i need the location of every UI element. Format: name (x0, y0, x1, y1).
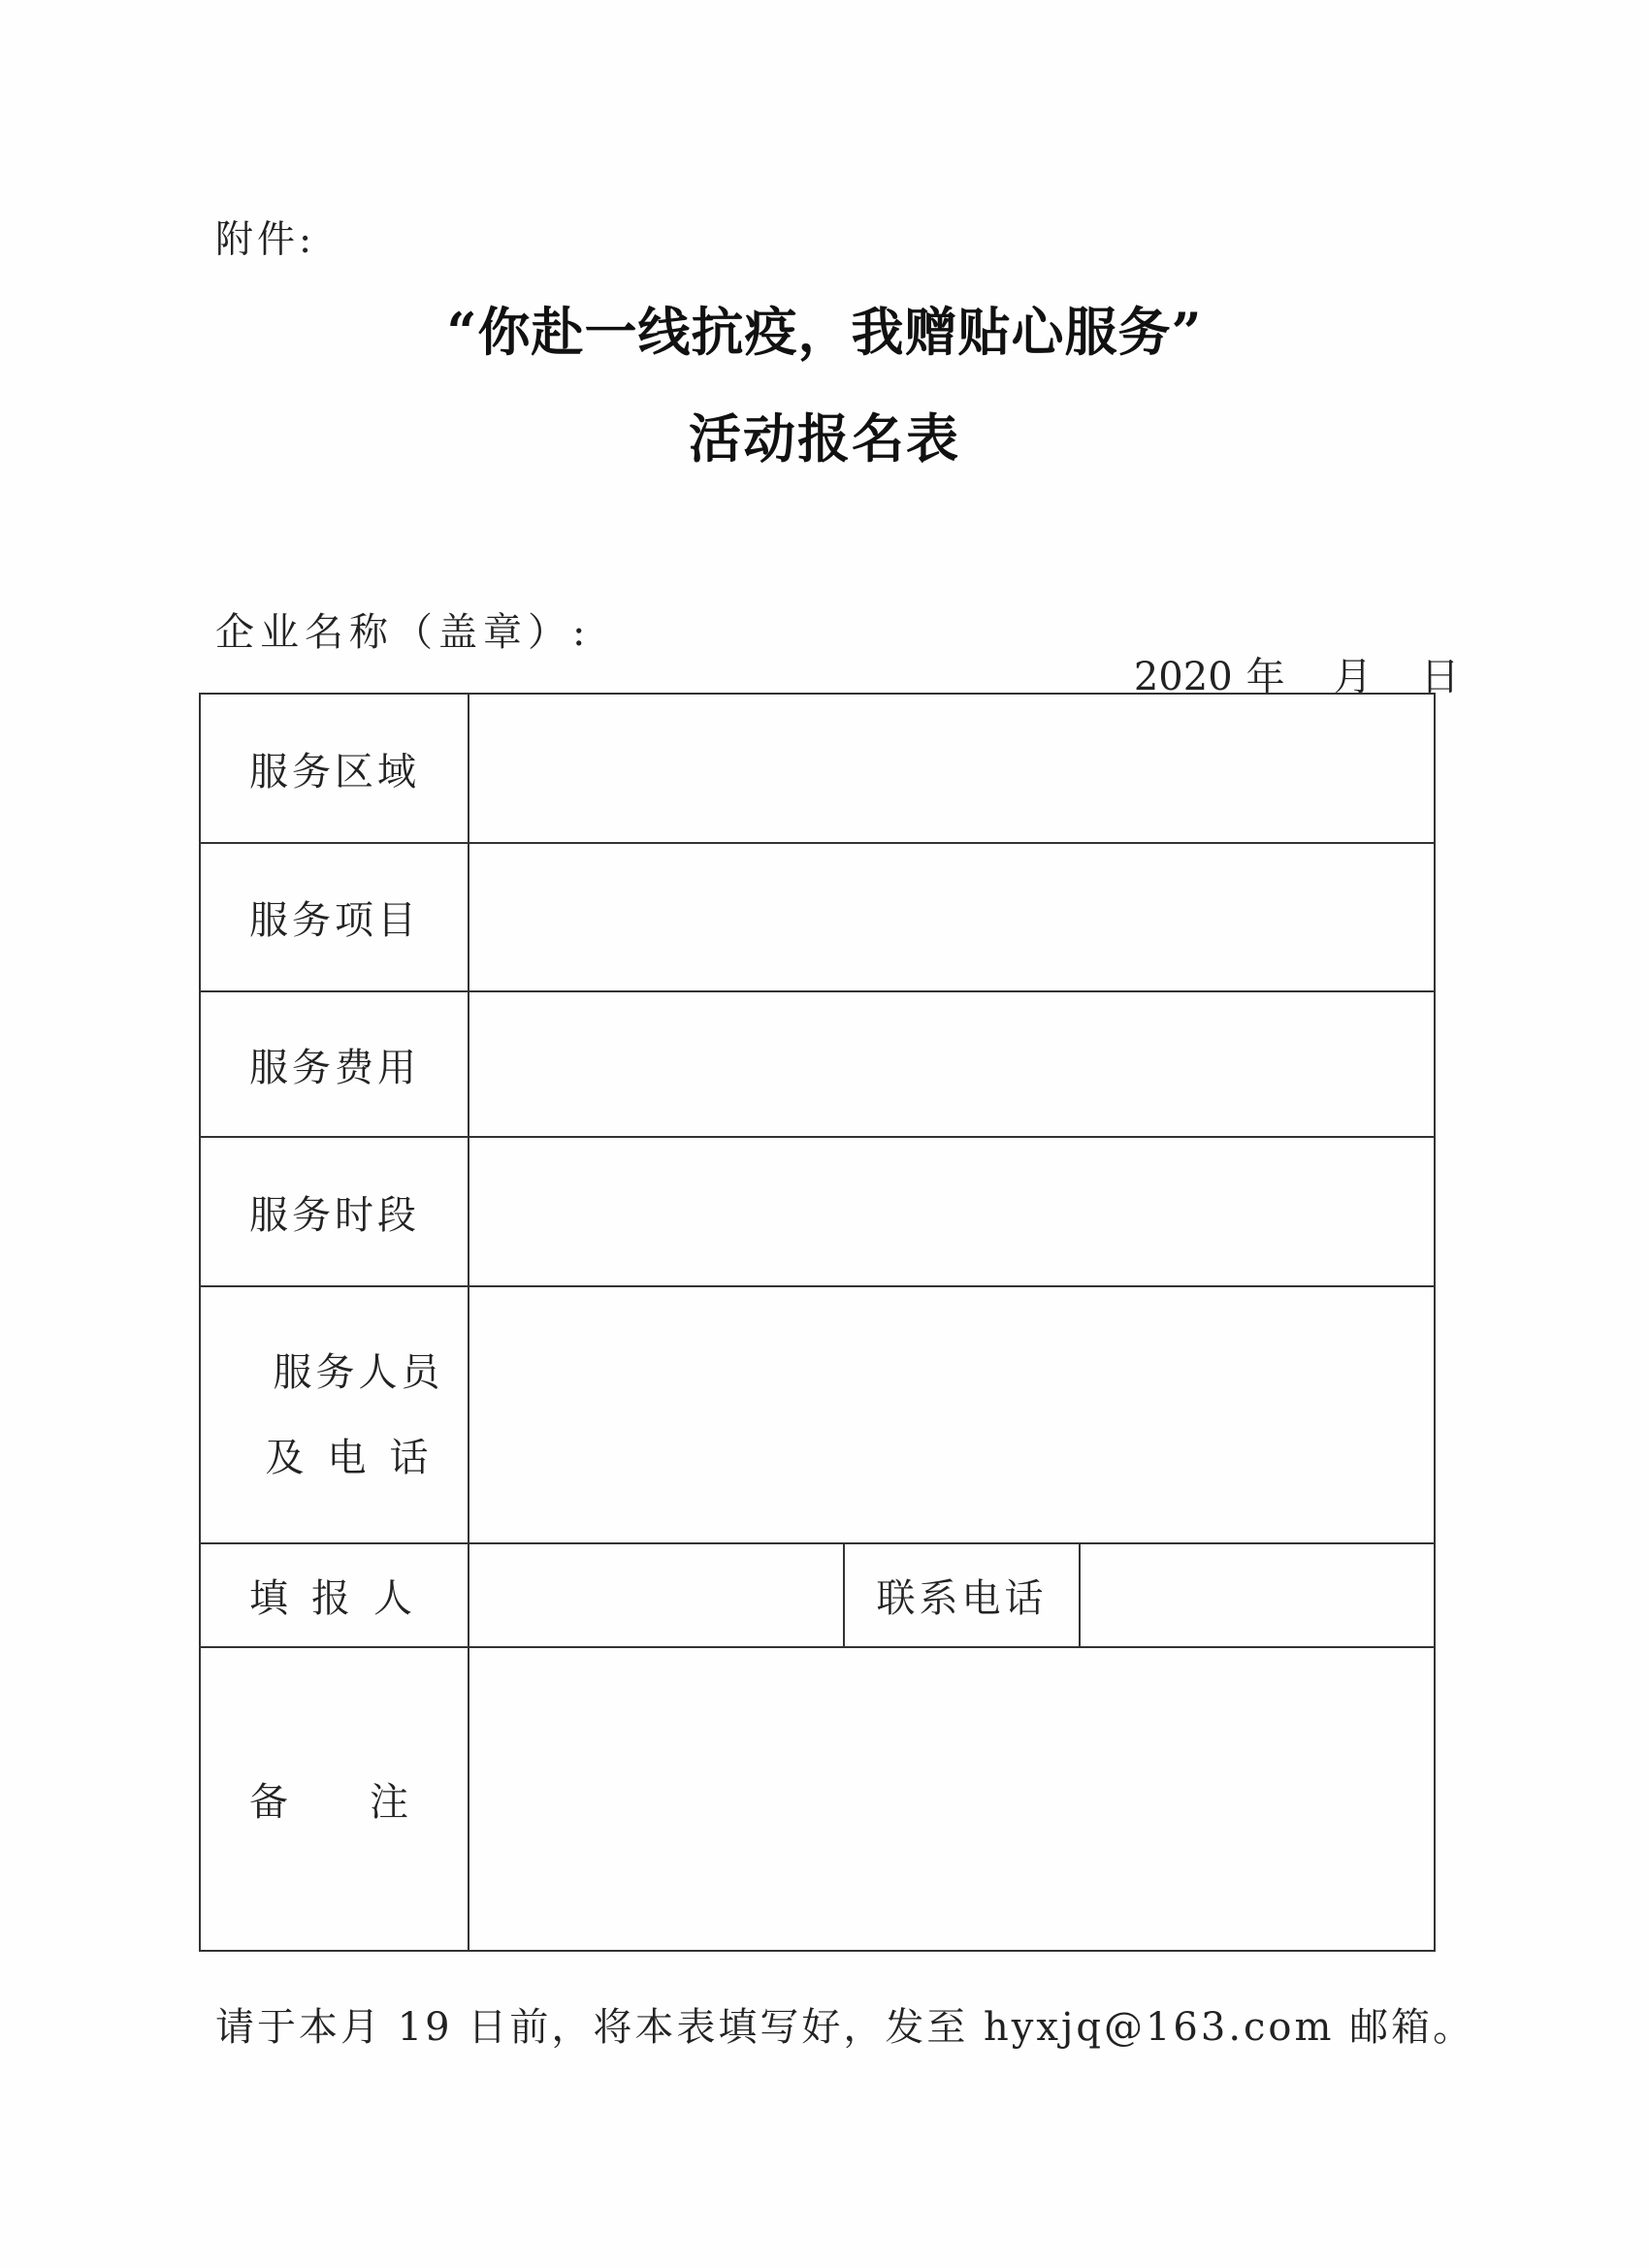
service-staff-label (201, 1287, 469, 1542)
service-staff-field[interactable] (469, 1287, 1434, 1542)
service-staff-label-line2: 及电话 (265, 1435, 452, 1480)
row-service-area (201, 695, 1434, 844)
date-month-unit: 月 (1333, 655, 1373, 699)
contact-phone-label: 联系电话 (843, 1544, 1081, 1646)
service-fee-field[interactable] (469, 992, 1434, 1136)
row-filler-contact (201, 1544, 1434, 1648)
document-title-line1: “你赴一线抗疫，我赠贴心服务” (446, 301, 1203, 363)
attachment-label: 附件: (215, 218, 316, 262)
remarks-label (201, 1648, 469, 1950)
service-time-label: 服务时段 (201, 1138, 469, 1285)
registration-form-table (199, 693, 1436, 1952)
date-day-unit: 日 (1420, 655, 1460, 699)
date-year: 2020 (1133, 655, 1233, 699)
submission-note: 请于本月 19 日前，将本表填写好，发至 hyxjq@163.com 邮箱。 (215, 2005, 1475, 2050)
document-title-line2: 活动报名表 (689, 407, 960, 470)
row-service-time (201, 1138, 1434, 1287)
row-service-staff (201, 1287, 1434, 1544)
service-time-field[interactable] (469, 1138, 1434, 1285)
company-name-label: 企业名称（盖章）: (215, 610, 592, 655)
remarks-label-char2: 注 (370, 1780, 408, 1825)
row-service-items (201, 844, 1434, 992)
filler-label: 填报人 (201, 1544, 469, 1646)
service-area-label: 服务区域 (201, 695, 469, 842)
row-remarks (201, 1648, 1434, 1950)
date-year-unit: 年 (1245, 655, 1285, 699)
service-fee-label: 服务费用 (201, 992, 469, 1136)
row-service-fee (201, 992, 1434, 1138)
service-items-label: 服务项目 (201, 844, 469, 990)
service-staff-label-line1: 服务人员 (273, 1349, 444, 1395)
contact-phone-field[interactable] (1081, 1544, 1434, 1646)
remarks-field[interactable] (469, 1648, 1434, 1950)
service-area-field[interactable] (469, 695, 1434, 842)
remarks-label-char1: 备 (249, 1780, 288, 1825)
service-items-field[interactable] (469, 844, 1434, 990)
filler-field[interactable] (469, 1544, 843, 1646)
